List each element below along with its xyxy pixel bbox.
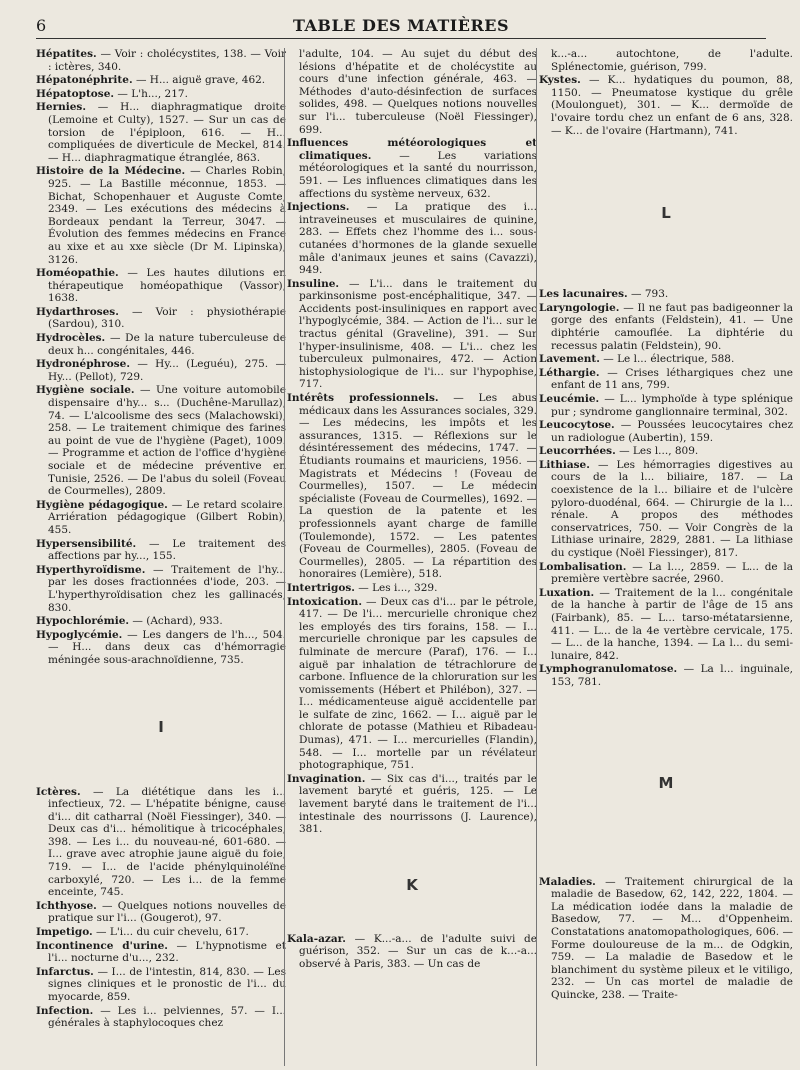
entry-heading: Hernies. [36,101,87,114]
entry-text: — Poussées leucocytaires chez un radiologue (Aubertin), 159. [551,419,793,444]
index-entry [539,419,793,444]
entry-text: — Une voiture automobile dispensaire d'hy... s... (Duchêne-Marullaz), 74. — L'alcoolisme des secs (Malachowski), 258. — Le traitement chimique des farines au point de vue de l'hygiène (Paget), 1009. — Programme et action de l'office d'hygiène sociale et de médecine préventive en Tunisie, 2526. — De l'abus du soleil (Foveau de Courmelles), 2809. [48,384,286,498]
entry-heading: Luxation. [539,586,595,599]
index-entry [36,165,286,266]
index-entry [539,302,793,352]
entry-heading: Intertrigos. [287,581,355,594]
entry-text: — Les hémorragies digestives au cours de la l... biliaire, 187. — La coexistence de la l... biliaire et de l'ulcère pyloro-duodénal, 664. — Chirurgie de la l... rénale. A propos des méthodes conservatrices, 750. — Voir Congrès de la Lithiase urinaire, 2829, 2881. — La lithiase du cystique (Noël Fiessinger), 817. [551,458,793,560]
page-header [36,14,766,39]
entry-heading: Lymphogranulomatose. [539,663,678,676]
entry-heading: Impetigo. [36,926,93,939]
index-entry [36,101,286,164]
entry-text: — Le l... électrique, 588. [599,353,735,366]
entry-text: — Les dangers de l'h..., 504. — H... dans deux cas d'hémorragie méningée sous-arachnoïdienne, 735. [48,628,286,666]
section-letter: I [158,717,164,736]
entry-heading: Kala-azar. [287,932,346,945]
entry-heading: Homéopathie. [36,267,119,280]
index-entry [539,587,793,663]
entry-heading: Hypersensibilité. [36,537,137,550]
entry-heading: Ictères. [36,785,81,798]
entry-text: — La l..., 2859. — L... de la première vertèbre sacrée, 2960. [551,560,793,586]
entry-heading: Léthargie. [539,366,600,379]
index-entry [36,332,286,357]
entry-heading: Insuline. [287,277,340,290]
entry-text: — Voir : cholécystites, 138. — Voir : ictères, 340. [48,48,286,73]
entry-text: — Le retard scolaire. Arriération pédagogique (Gilbert Robin), 455. [48,498,286,536]
index-entry [287,596,537,772]
entry-heading: Maladies. [539,875,596,888]
index-entry [287,201,537,277]
index-entry [539,48,793,73]
page-title: TABLE DES MATIÈRES [292,16,510,35]
entry-text: — Les l..., 809. [615,445,699,458]
entry-text: — Quelques notions nouvelles de pratique sur l'i... (Gougerot), 97. [48,899,286,925]
index-entry [287,48,537,136]
entry-text: — Deux cas d'i... par le pétrole, 417. — De l'i... mercurielle chronique chez les employés des tirs forains, 158. — I... mercurielle chronique par les capsules de fulminate de mercure (Paraf), 176. — I... aiguë par inhalation de tétrachlorure de carbone. Influence de la chloruration sur les vomissements (Hébert et Philébon), 327. — I... médicamenteuse aiguë accidentelle par le sulfate de zinc, 1662. — I... aiguë par le chlorate de potasse (Mathieu et Ribadeau-Dumas), 471. — I... mercurielles (Flandin), 548. — I... mortelle par un révélateur photographique, 751. [299,595,537,772]
index-entry [36,629,286,667]
entry-text: — L'hypnotisme et l'i... nocturne d'u..., 232. [48,939,286,965]
entry-heading: Hypoglycémie. [36,628,123,641]
index-entry [36,940,286,965]
entry-text: — H... diaphragmatique droite (Lemoine et Culty), 1527. — Sur un cas de torsion de l'épiploon, 616. — H... compliquées de diverticule de Meckel, 814. — H... diaphragmatique étranglée, 863. [48,101,286,164]
entry-text: — Traitement de l'hy... par les doses fractionnées d'iode, 203. — L'hyperthyroïdisation chez les gallinacés, 830. [48,563,286,614]
entry-text: — 793. [627,288,669,301]
entry-text: — La diététique dans les i... infectieux, 72. — L'hépatite bénigne, cause d'i... dit catharral (Noël Fiessinger), 340. — Deux cas d'i... hémolitique à tricocéphales, 398. — Les i... du nouveau-né, 601-680. — I... grave avec atrophie jaune aiguë du foie, 719. — I... de l'acide phénylquinoléïne carboxylé, 720. — Les i... de la femme enceinte, 745. [48,785,286,899]
index-entry [539,459,793,560]
entry-text: — H... aiguë grave, 462. [132,74,266,87]
entry-heading: Leucorrhées. [539,445,616,458]
index-entry [287,773,537,836]
index-entry [539,561,793,586]
entry-text: — K...-a... de l'adulte suivi de guérison, 352. — Sur un cas de k...-a... observé à Paris, 383. — Un cas de [299,932,537,970]
entry-heading: Hydarthroses. [36,305,119,318]
entry-text: — Hy... (Leguéu), 275. — Hy... (Pellot), 729. [48,358,286,383]
entry-heading: Les lacunaires. [539,288,628,301]
entry-heading: Hépatites. [36,48,97,60]
entry-heading: Lithiase. [539,458,590,471]
entry-heading: Intérêts professionnels. [287,392,439,405]
entry-heading: Intoxication. [287,595,362,608]
entry-heading: Kystes. [539,74,581,87]
entry-heading: Lavement. [539,353,600,366]
index-entry [539,393,793,418]
entry-heading: Incontinence d'urine. [36,939,168,952]
index-entry [539,367,793,392]
index-entry [36,384,286,497]
entry-text: — I... de l'intestin, 814, 830. — Les signes cliniques et le pronostic de l'i... du myocarde, 859. [48,965,286,1003]
entry-heading: Hépatonéphrite. [36,74,133,87]
column-middle [284,48,537,1066]
index-entry [36,966,286,1004]
entry-text: — L... lymphoïde à type splénique pur ; syndrome ganglionnaire terminal, 302. [551,392,793,418]
index-entry [36,538,286,563]
index-entry [36,88,286,101]
entry-text: — Le traitement des affections par hy..., 155. [48,537,286,563]
entry-text: — Les abus médicaux dans les Assurances sociales, 329. — Les médecins, les impôts et les assurances, 1315. — Réflexions sur le désintéressement des médecins, 1747. — Étudiants roumains et mauriciens, 1956. — Magistrats et Médecins ! (Foveau de Courmelles), 1507. — Le médecin spécialiste (Foveau de Courmelles), 1692. — La question de la patente et les professionnels ayant charge de famille (Toulemonde), 1572. — Les patentes (Foveau de Courmelles), 2805. (Foveau de Courmelles), 2805. — La répartition des honoraires (Lemière), 518. [299,392,537,581]
entry-text: — La l... inguinale, 153, 781. [551,663,793,688]
column-right [536,48,793,1066]
index-entry [36,267,286,305]
index-entry [36,74,286,87]
entry-text: — Les hautes dilutions en thérapeutique homéopathique (Vassor), 1638. [48,267,286,305]
entry-heading: Hygiène sociale. [36,384,135,397]
index-entry [36,926,286,939]
entry-heading: Infarctus. [36,965,94,978]
entry-text: — K... hydatiques du poumon, 88, 1150. — Pneumatose kystique du grêle (Moulonguet), 301. — K... dermoïde de l'ovaire tordu chez un enfant de 6 ans, 328. — K... de l'ovaire (Hartmann), 741. [551,74,793,137]
index-entry [36,499,286,537]
entry-heading: Hydronéphrose. [36,358,130,371]
entry-heading: Leucémie. [539,392,600,405]
index-entry [539,353,793,366]
index-entry [36,306,286,331]
index-entry [539,74,793,137]
index-entry [36,615,286,628]
entry-text: — Traitement chirurgical de la maladie de Basedow, 62, 142, 222, 1804. — La médication iodée dans la maladie de Basedow, 77. — M... d'Oppenheim. Constatations anatomopathologiques, 606. — Forme douloureuse de la m... de Odgkin, 759. — La maladie de Basedow et le blanchiment du système pileux et le vitiligo, 232. — Un cas mortel de maladie de Quincke, 238. — Traite- [551,875,793,1001]
page-number: 6 [36,16,47,35]
entry-heading: Invagination. [287,772,366,785]
entry-text: — (Achard), 933. [129,615,223,628]
entry-text: l'adulte, 104. — Au sujet du début des lésions d'hépatite et de cholécystite au cours d'une infection générale, 463. — Méthodes d'auto-désinfection de surfaces solides, 498. — Quelques notions nouvelles sur l'i... tuberculeuse (Noël Fiessinger), 699. [299,48,537,136]
section-letter: M [658,773,674,792]
entry-text: — Il ne faut pas badigeonner la gorge des enfants (Feldstein), 41. — Une diphtérie camouflée. La diphtérie du recessus palatin (Feldstein), 90. [551,301,793,352]
index-entry [36,900,286,925]
entry-text: — Les i..., 329. [354,581,438,594]
entry-heading: Lombalisation. [539,560,627,573]
index-entry [36,358,286,383]
index-entry [539,445,793,458]
entry-text: — L'i... dans le traitement du parkinsonisme post-encéphalitique, 347. — Accidents post-insuliniques en rapport avec l'hypoglycémie, 384. — Action de l'i... sur le tractus génital (Graveline), 391. — Sur l'hyper-insulinisme, 408. — L'i... chez les tuberculeux pulmonaires, 472. — Action histophysiologique de l'i... sur l'hypophise, 717. [299,277,537,391]
section-letter: L [661,204,671,223]
index-entry [36,48,286,73]
entry-heading: Hygiène pédagogique. [36,498,168,511]
entry-heading: Hypochlorémie. [36,615,130,628]
entry-text: — Les variations météorologiques et la santé du nourrisson, 591. — Les influences climatiques dans les affections du système nerveux, 632. [299,149,537,200]
index-entry [36,564,286,614]
index-entry [287,933,537,971]
index-entry [287,137,537,200]
entry-heading: Ichthyose. [36,899,97,912]
index-entry [36,1005,286,1030]
entry-text: — Charles Robin, 925. — La Bastille méconnue, 1853. — Bichat, Schopenhauer et Auguste Comte, 2349. — Les exécutions des médecins à Bordeaux pendant la Terreur, 3047. — Évolution des femmes médecins en France au xixe et au xxe siècle (Dr M. Lipinska), 3126. [48,165,286,266]
entry-heading: Injections. [287,201,350,214]
index-entry [36,786,286,899]
entry-text: — La pratique des i... intraveineuses et musculaires de quinine, 283. — Effets chez l'homme des i... sous-cutanées d'hormones de la glande sexuelle mâle d'animaux jeunes et sains (Cavazzi), 949. [299,201,537,277]
entry-text: — Six cas d'i..., traités par le lavement baryté et guéris, 125. — Le lavement baryté dans le traitement de l'i... intestinale des nourrissons (J. Laurence), 381. [299,772,537,836]
entry-text: — L'i... du cuir chevelu, 617. [92,926,249,939]
entry-heading: Hydrocèles. [36,332,106,345]
entry-heading: Laryngologie. [539,301,620,314]
index-entry [287,582,537,595]
entry-heading: Histoire de la Médecine. [36,165,186,178]
entry-text: — Traitement de la l... congénitale de la hanche à partir de l'âge de 15 ans (Fairbank), 85. — L... tarso-métatarsienne, 411. — L... de la 4e vertèbre cervicale, 175. — L... de la hanche, 1394. — La l... du semi-lunaire, 842. [551,586,793,662]
entry-text: k...-a... autochtone, de l'adulte. Splénectomie, guérison, 799. [551,48,793,73]
entry-text: — Voir : physiothérapie (Sardou), 310. [48,305,286,331]
index-entry [539,288,793,301]
index-entry [539,876,793,1002]
index-entry [287,392,537,581]
entry-text: — De la nature tuberculeuse de deux h... congénitales, 446. [48,332,286,357]
section-letter: K [406,875,418,894]
entry-heading: Hyperthyroïdisme. [36,563,146,576]
index-entry [287,278,537,391]
index-entry [539,663,793,688]
entry-text: — L'h..., 217. [114,87,188,100]
entry-heading: Leucocytose. [539,419,615,432]
entry-heading: Influences météorologiques et climatiques. [287,137,537,162]
column-left [36,48,286,1066]
entry-heading: Infection. [36,1004,94,1017]
entry-heading: Hépatoptose. [36,87,115,100]
entry-text: — Les i... pelviennes, 57. — I... générales à staphylocoques chez [48,1004,286,1030]
entry-text: — Crises léthargiques chez une enfant de 11 ans, 799. [551,366,793,392]
